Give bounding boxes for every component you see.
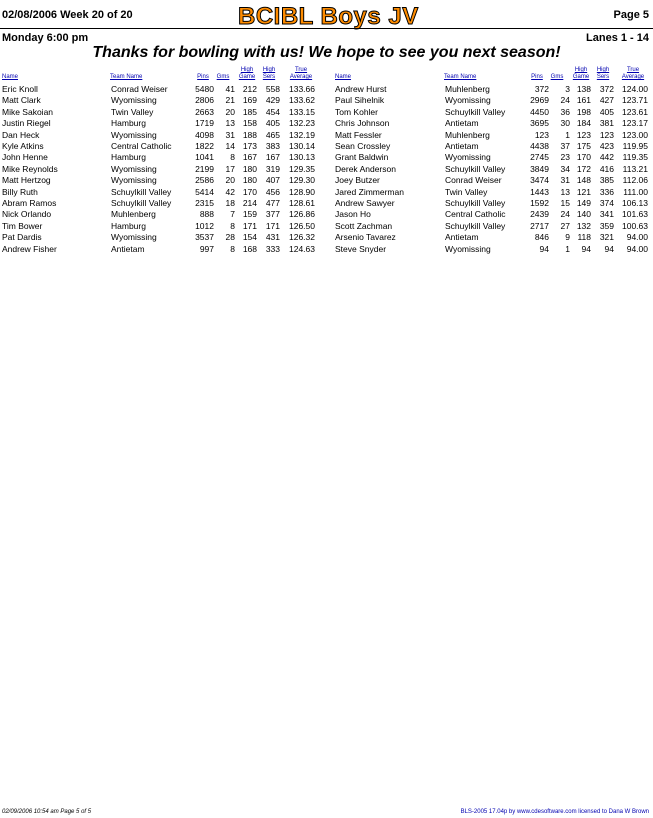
team-cell: Schuylkill Valley [111,198,172,208]
games-cell: 17 [225,163,235,174]
games-cell: 37 [560,141,570,151]
name-cell: Tom Kohler [335,106,378,117]
software-credit: BLS-2005 17.04p by www.cdesoftware.com licensed to Dana W Brown [460,809,649,815]
team-cell: Hamburg [111,118,146,129]
col-name: Name [335,74,352,80]
print-timestamp: 02/09/2006 10:54 am Page 5 of 5 [2,809,92,815]
col-true-average: True Average [289,67,313,80]
high-series-cell: 407 [265,175,280,186]
col-high-sers: High Sers [262,67,276,80]
table-row [0,84,653,95]
team-cell: Hamburg [111,152,146,163]
name-cell: Justin Riegel [2,118,51,129]
average-cell: 123.71 [622,95,648,106]
pins-cell: 2663 [195,106,214,117]
team-cell: Antietam [445,118,479,129]
pins-cell: 2439 [530,209,549,220]
games-cell: 7 [230,209,235,220]
page-number: Page 5 [613,9,649,21]
name-cell: Sean Crossley [335,141,391,151]
name-cell: Chris Johnson [335,118,390,129]
games-cell: 34 [560,163,570,174]
average-cell: 101.63 [622,209,648,220]
name-cell: Andrew Fisher [2,243,57,254]
high-series-cell: 359 [599,220,614,231]
pins-cell: 4098 [195,129,214,140]
name-cell: Steve Snyder [335,243,387,254]
high-game-cell: 171 [242,220,257,231]
high-series-cell: 416 [599,163,614,174]
games-cell: 30 [560,118,570,129]
high-series-cell: 427 [599,95,614,106]
col-gms: Gms [550,74,564,80]
games-cell: 13 [225,118,235,129]
average-cell: 123.17 [622,118,648,129]
average-cell: 124.63 [289,243,315,254]
name-cell: Abram Ramos [2,198,57,208]
average-cell: 112.06 [622,175,648,186]
table-row [0,164,653,175]
high-game-cell: 158 [242,118,257,129]
lanes-label: Lanes 1 - 14 [586,32,649,44]
name-cell: Kyle Atkins [2,141,44,151]
team-cell: Wyomissing [111,95,157,106]
pins-cell: 1012 [195,220,214,231]
high-series-cell: 341 [599,209,614,220]
average-cell: 123.00 [622,129,648,140]
high-game-cell: 212 [242,84,257,94]
name-cell: John Henne [2,152,48,163]
pins-cell: 2745 [530,152,549,163]
games-cell: 18 [225,198,235,208]
team-cell: Wyomissing [445,152,491,163]
name-cell: Derek Anderson [335,163,396,174]
high-game-cell: 180 [242,175,257,186]
pins-cell: 94 [539,243,549,254]
closing-message: Thanks for bowling with us! We hope to see you next season! [92,44,561,61]
col-pins: Pins [531,74,543,80]
col-team: Team Name [444,74,477,80]
games-cell: 8 [230,243,235,254]
high-series-cell: 321 [599,232,614,243]
table-row [0,209,653,220]
team-cell: Central Catholic [111,141,172,151]
games-cell: 42 [225,186,235,197]
team-cell: Wyomissing [111,175,157,186]
high-game-cell: 94 [581,243,591,254]
team-cell: Schuylkill Valley [111,186,172,197]
pins-cell: 3695 [530,118,549,129]
name-cell: Paul Sihelnik [335,95,385,106]
team-cell: Schuylkill Valley [445,198,506,208]
high-game-cell: 170 [242,186,257,197]
table-row [0,130,653,141]
high-series-cell: 465 [265,129,280,140]
high-series-cell: 374 [599,198,614,208]
games-cell: 13 [560,186,570,197]
table-row [0,95,653,106]
high-series-cell: 123 [599,129,614,140]
high-game-cell: 149 [576,198,591,208]
name-cell: Jared Zimmerman [335,186,404,197]
high-series-cell: 385 [599,175,614,186]
col-high-sers: High Sers [596,67,610,80]
average-cell: 133.62 [289,95,315,106]
games-cell: 15 [560,198,570,208]
header-divider [0,28,653,29]
average-cell: 128.90 [289,186,315,197]
table-row [0,221,653,232]
average-cell: 128.61 [289,198,315,208]
average-cell: 94.00 [626,243,648,254]
name-cell: Joey Butzer [335,175,380,186]
games-cell: 24 [560,209,570,220]
high-series-cell: 431 [265,232,280,243]
games-cell: 9 [565,232,570,243]
name-cell: Arsenio Tavarez [335,232,396,243]
average-cell: 119.35 [622,152,648,163]
table-row [0,118,653,129]
team-cell: Wyomissing [111,232,157,243]
high-series-cell: 319 [265,163,280,174]
col-pins: Pins [197,74,209,80]
team-cell: Wyomissing [111,129,157,140]
games-cell: 41 [225,84,235,94]
average-cell: 124.00 [622,84,648,94]
table-row [0,107,653,118]
name-cell: Billy Ruth [2,186,38,197]
high-game-cell: 148 [576,175,591,186]
high-series-cell: 167 [265,152,280,163]
high-game-cell: 175 [576,141,591,151]
team-cell: Schuylkill Valley [445,106,506,117]
high-series-cell: 372 [599,84,614,94]
high-series-cell: 442 [599,152,614,163]
name-cell: Mike Sakoian [2,106,54,117]
pins-cell: 997 [199,243,214,254]
name-cell: Grant Baldwin [335,152,389,163]
games-cell: 27 [560,220,570,231]
name-cell: Matt Fessler [335,129,382,140]
name-cell: Tim Bower [2,220,43,231]
table-row [0,232,653,243]
pins-cell: 2315 [195,198,214,208]
pins-cell: 1822 [195,141,214,151]
name-cell: Mike Reynolds [2,163,58,174]
col-team: Team Name [110,74,143,80]
high-game-cell: 132 [576,220,591,231]
high-game-cell: 170 [576,152,591,163]
name-cell: Matt Hertzog [2,175,51,186]
high-game-cell: 188 [242,129,257,140]
table-row [0,244,653,255]
high-series-cell: 383 [265,141,280,151]
games-cell: 3 [565,84,570,94]
high-series-cell: 333 [265,243,280,254]
games-cell: 20 [225,106,235,117]
high-series-cell: 558 [265,84,280,94]
pins-cell: 2806 [195,95,214,106]
high-series-cell: 405 [265,118,280,129]
name-cell: Jason Ho [335,209,371,220]
pins-cell: 1719 [195,118,214,129]
average-cell: 129.35 [289,163,315,174]
pins-cell: 4438 [530,141,549,151]
high-game-cell: 169 [242,95,257,106]
average-cell: 130.13 [289,152,315,163]
team-cell: Schuylkill Valley [445,163,506,174]
pins-cell: 2199 [195,163,214,174]
high-game-cell: 180 [242,163,257,174]
session-label: Monday 6:00 pm [2,32,89,44]
high-game-cell: 167 [242,152,257,163]
average-cell: 126.86 [289,209,315,220]
high-game-cell: 185 [242,106,257,117]
games-cell: 8 [230,152,235,163]
team-cell: Antietam [445,141,479,151]
high-series-cell: 477 [265,198,280,208]
pins-cell: 2717 [530,220,549,231]
pins-cell: 1592 [530,198,549,208]
games-cell: 36 [560,106,570,117]
games-cell: 14 [225,141,235,151]
league-title: BCIBL Boys JV [238,3,419,30]
pins-cell: 1443 [530,186,549,197]
team-cell: Antietam [111,243,145,254]
high-series-cell: 377 [265,209,280,220]
high-game-cell: 172 [576,163,591,174]
high-series-cell: 405 [599,106,614,117]
name-cell: Eric Knoll [2,84,38,94]
average-cell: 113.21 [622,163,648,174]
high-game-cell: 173 [242,141,257,151]
average-cell: 133.66 [289,84,315,94]
pins-cell: 3537 [195,232,214,243]
name-cell: Andrew Sawyer [335,198,395,208]
average-cell: 119.95 [622,141,648,151]
games-cell: 24 [560,95,570,106]
team-cell: Central Catholic [445,209,506,220]
team-cell: Muhlenberg [445,84,490,94]
games-cell: 31 [225,129,235,140]
team-cell: Wyomissing [111,163,157,174]
average-cell: 100.63 [622,220,648,231]
games-cell: 1 [565,129,570,140]
col-gms: Gms [216,74,230,80]
high-series-cell: 454 [265,106,280,117]
high-series-cell: 336 [599,186,614,197]
high-game-cell: 140 [576,209,591,220]
name-cell: Pat Dardis [2,232,42,243]
table-row [0,198,653,209]
pins-cell: 123 [534,129,549,140]
team-cell: Muhlenberg [445,129,490,140]
team-cell: Schuylkill Valley [445,220,506,231]
report-date-week: 02/08/2006 Week 20 of 20 [2,9,133,21]
games-cell: 21 [225,95,235,106]
name-cell: Dan Heck [2,129,40,140]
high-game-cell: 118 [577,232,591,243]
average-cell: 132.19 [289,129,315,140]
pins-cell: 2586 [195,175,214,186]
pins-cell: 2969 [530,95,549,106]
high-series-cell: 429 [265,95,280,106]
high-series-cell: 94 [604,243,614,254]
games-cell: 23 [560,152,570,163]
high-series-cell: 423 [599,141,614,151]
col-high-game: High Game [572,67,590,80]
col-name: Name [2,74,19,80]
high-game-cell: 154 [242,232,257,243]
high-game-cell: 214 [242,198,257,208]
pins-cell: 5414 [195,186,214,197]
team-cell: Wyomissing [445,243,491,254]
team-cell: Twin Valley [111,106,154,117]
table-row [0,152,653,163]
team-cell: Antietam [445,232,479,243]
name-cell: Nick Orlando [2,209,52,220]
team-cell: Conrad Weiser [445,175,502,186]
high-game-cell: 161 [576,95,591,106]
team-cell: Hamburg [111,220,146,231]
high-series-cell: 381 [599,118,614,129]
games-cell: 20 [225,175,235,186]
team-cell: Conrad Weiser [111,84,168,94]
average-cell: 111.00 [623,186,648,197]
games-cell: 8 [230,220,235,231]
pins-cell: 3474 [530,175,549,186]
games-cell: 1 [565,243,570,254]
name-cell: Andrew Hurst [335,84,387,94]
pins-cell: 3849 [530,163,549,174]
high-game-cell: 121 [576,186,591,197]
high-game-cell: 168 [242,243,257,254]
average-cell: 133.15 [289,106,315,117]
col-high-game: High Game [238,67,256,80]
high-series-cell: 171 [265,220,280,231]
high-game-cell: 123 [576,129,591,140]
high-series-cell: 456 [265,186,280,197]
table-row [0,187,653,198]
average-cell: 106.13 [622,198,648,208]
name-cell: Matt Clark [2,95,41,106]
average-cell: 132.23 [289,118,315,129]
games-cell: 31 [560,175,570,186]
team-cell: Wyomissing [445,95,491,106]
pins-cell: 846 [534,232,549,243]
average-cell: 123.61 [622,106,648,117]
team-cell: Twin Valley [445,186,488,197]
games-cell: 28 [225,232,235,243]
average-cell: 94.00 [626,232,648,243]
pins-cell: 372 [534,84,549,94]
high-game-cell: 198 [576,106,591,117]
high-game-cell: 159 [242,209,257,220]
average-cell: 126.32 [289,232,315,243]
average-cell: 126.50 [289,220,315,231]
name-cell: Scott Zachman [335,220,393,231]
col-true-average: True Average [621,67,645,80]
pins-cell: 4450 [530,106,549,117]
pins-cell: 888 [199,209,214,220]
average-cell: 129.30 [289,175,315,186]
average-cell: 130.14 [289,141,315,151]
table-row [0,175,653,186]
high-game-cell: 184 [576,118,591,129]
table-row [0,141,653,152]
high-game-cell: 138 [576,84,591,94]
pins-cell: 1041 [195,152,214,163]
team-cell: Muhlenberg [111,209,156,220]
pins-cell: 5480 [195,84,214,94]
